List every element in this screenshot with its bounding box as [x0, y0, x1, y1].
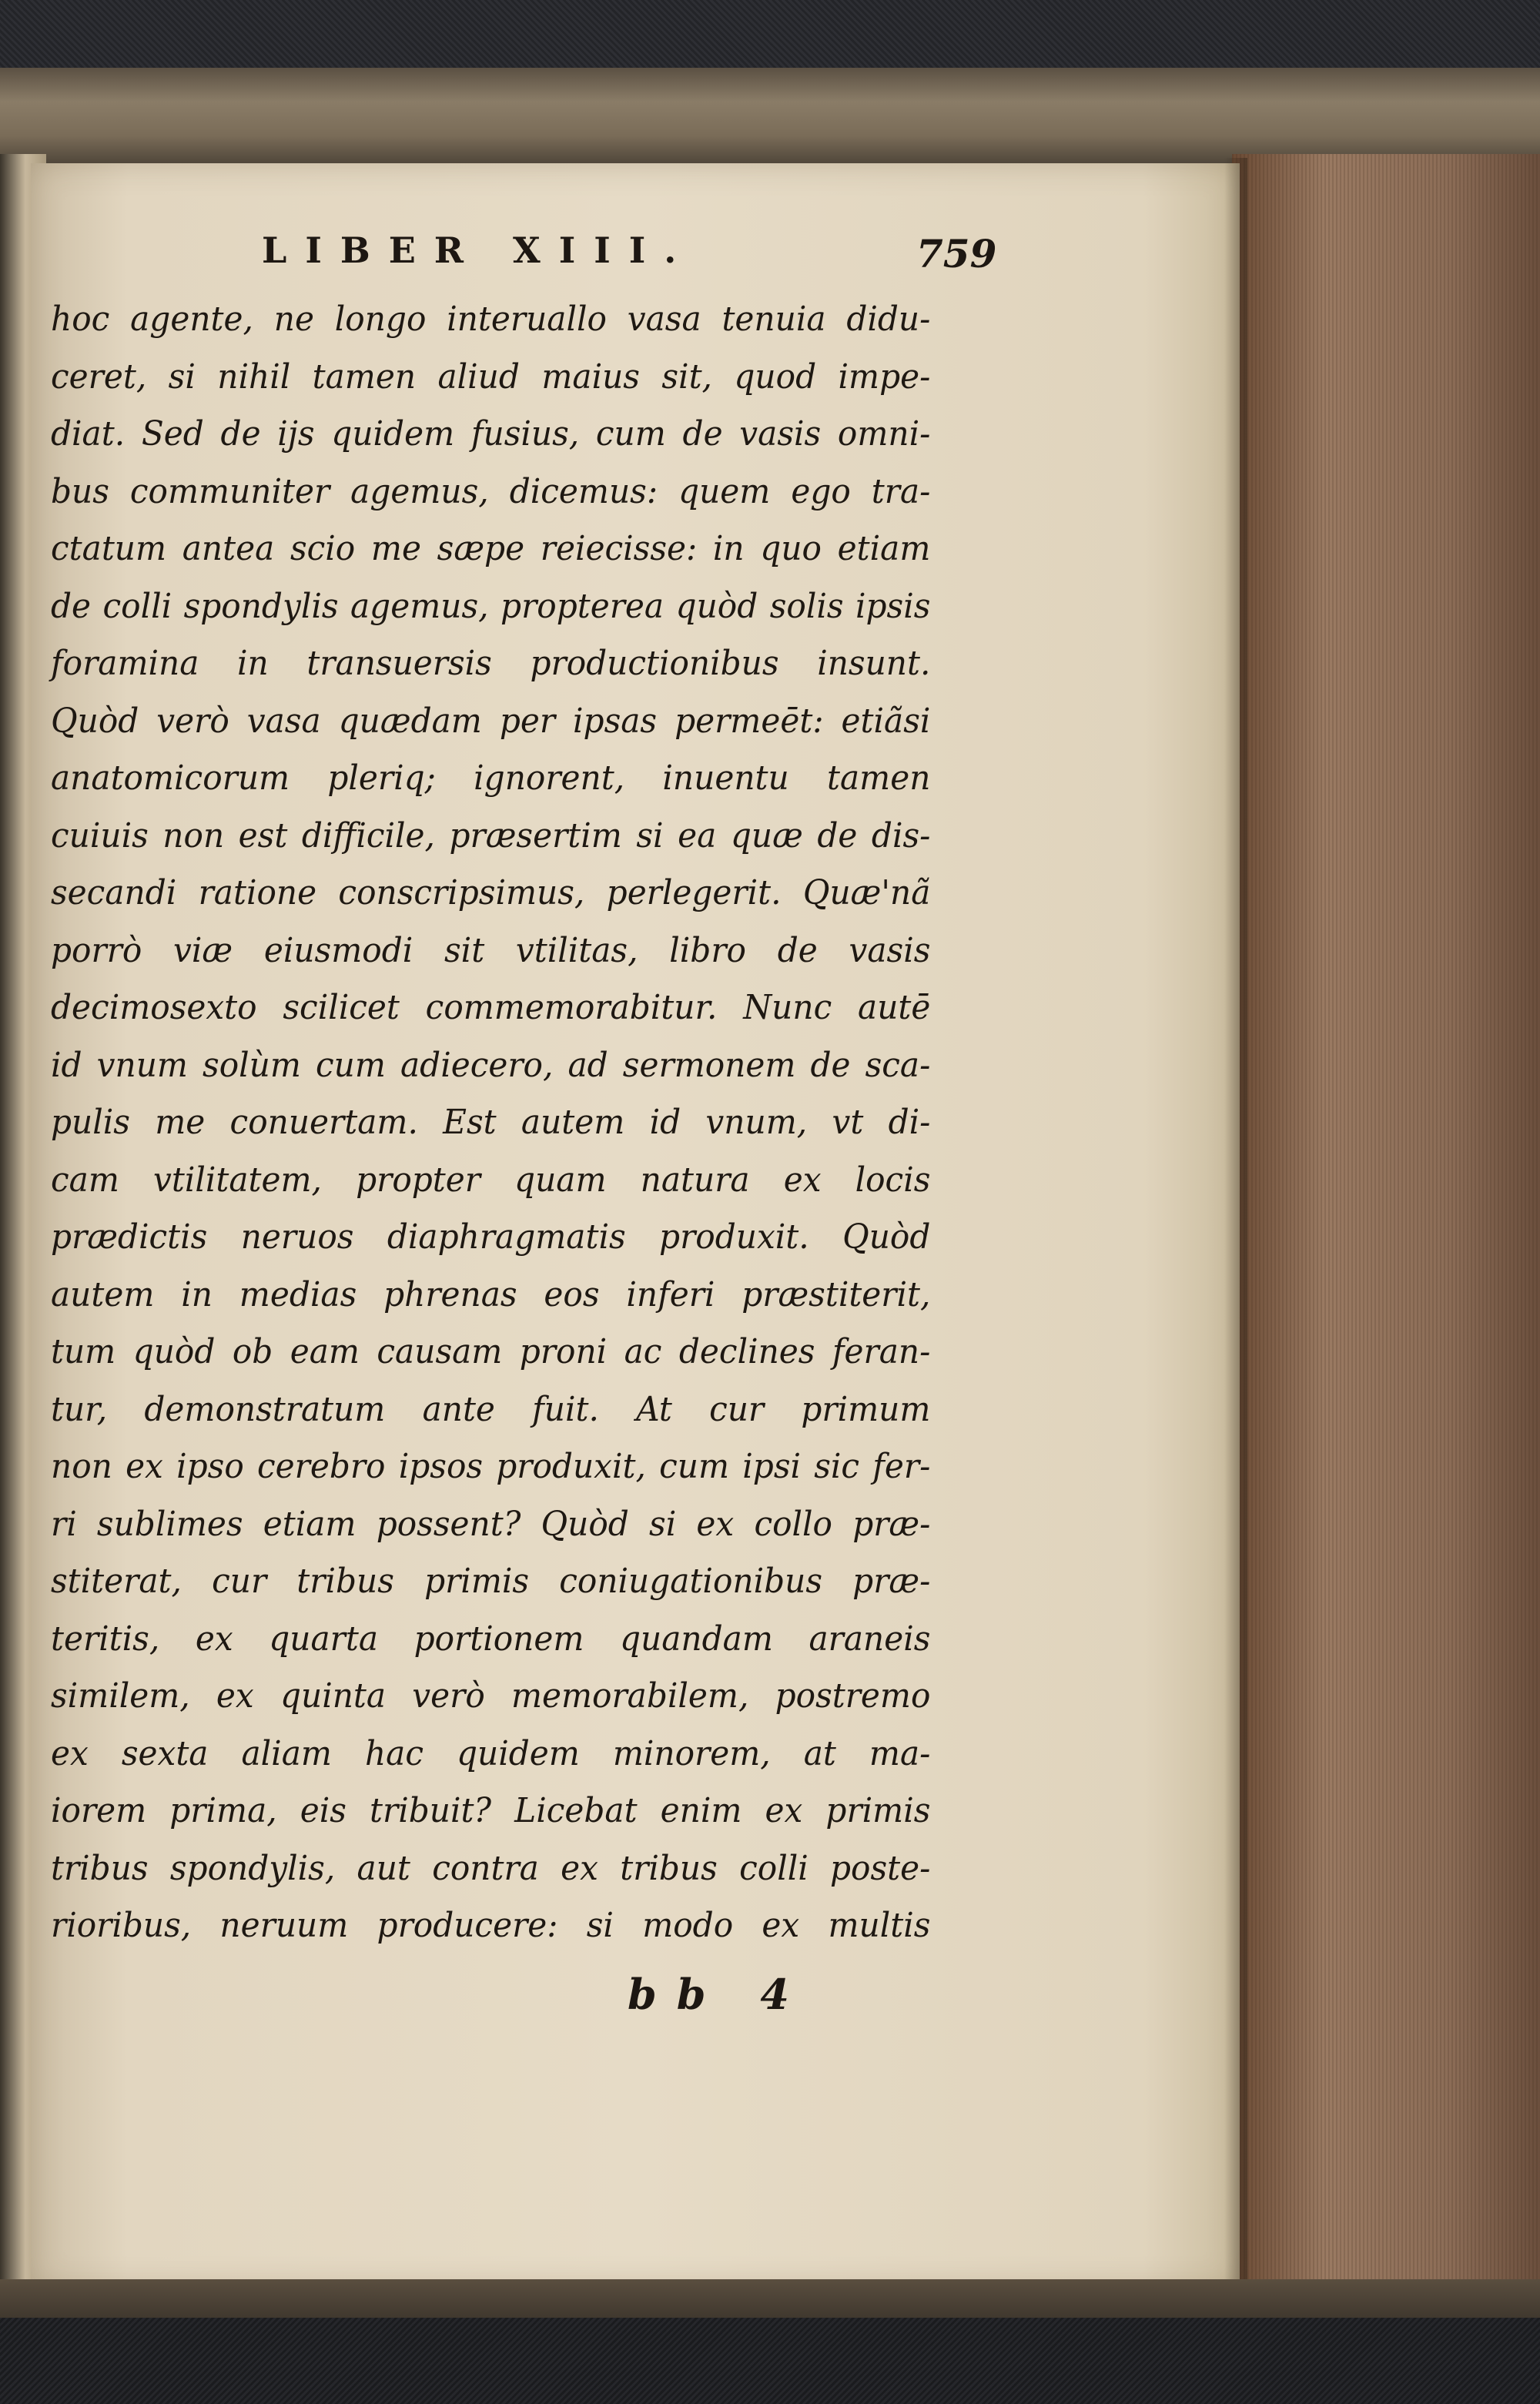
signature-mark: bb 4 [628, 1970, 809, 2019]
text-line: decimosexto scilicet commemorabitur. Nunc autē [51, 988, 931, 1027]
text-line: diat. Sed de ijs quidem fusius, cum de vasis omni- [51, 414, 931, 454]
text-line: bus communiter agemus, dicemus: quem ego tra- [51, 471, 931, 511]
text-line: id vnum solùm cum adiecero, ad sermonem de sca- [51, 1045, 931, 1085]
text-line: tur, demonstratum ante fuit. At cur primum [51, 1389, 931, 1429]
text-line: teritis, ex quarta portionem quandam araneis [51, 1619, 931, 1659]
book-fore-edge [1232, 154, 1540, 2295]
page-edge-shadow [1224, 158, 1247, 2291]
text-line: ex sexta aliam hac quidem minorem, at ma- [51, 1733, 931, 1773]
text-line: rioribus, neruum producere: si modo ex multis [51, 1906, 931, 1945]
text-line: similem, ex quinta verò memorabilem, postremo [51, 1676, 931, 1716]
text-line: anatomicorum pleriq; ignorent, inuentu tamen [51, 758, 931, 798]
background-cloth-bottom [0, 2318, 1540, 2404]
text-line: hoc agente, ne longo interuallo vasa tenuia didu- [51, 300, 931, 339]
text-line: tum quòd ob eam causam proni ac declines feran- [51, 1332, 931, 1371]
text-line: Quòd verò vasa quædam per ipsas permeēt: etiãsi [51, 701, 931, 741]
text-line: de colli spondylis agemus, propterea quòd solis ipsis [51, 586, 931, 626]
text-line: autem in medias phrenas eos inferi præstiterit, [51, 1274, 931, 1314]
text-line: porrò viæ eiusmodi sit vtilitas, libro de vasis [51, 930, 931, 970]
text-line: tribus spondylis, aut contra ex tribus colli poste- [51, 1848, 931, 1888]
text-line: prædictis neruos diaphragmatis produxit. Quòd [51, 1217, 931, 1257]
text-line: ctatum antea scio me sæpe reiecisse: in quo etiam [51, 529, 931, 568]
text-line: pulis me conuertam. Est autem id vnum, vt di- [51, 1103, 931, 1142]
text-line: stiterat, cur tribus primis coniugationibus præ- [51, 1562, 931, 1601]
body-text [51, 291, 967, 1955]
running-head: LIBER XIII. [262, 229, 695, 271]
page-number: 759 [916, 231, 997, 276]
text-line: foramina in transuersis productionibus insunt. [51, 644, 931, 683]
text-line: ceret, si nihil tamen aliud maius sit, quod impe- [51, 357, 931, 397]
text-line: cuiuis non est difficile, præsertim si ea quæ de dis- [51, 815, 931, 855]
text-line: ri sublimes etiam possent? Quòd si ex collo præ- [51, 1504, 931, 1544]
text-line: iorem prima, eis tribuit? Licebat enim ex primis [51, 1791, 931, 1830]
text-line: secandi ratione conscripsimus, perlegerit. Quæ'nã [51, 873, 931, 912]
book-binding-head [0, 68, 1540, 165]
text-line: non ex ipso cerebro ipsos produxit, cum ipsi sic fer- [51, 1447, 931, 1486]
text-line: cam vtilitatem, propter quam natura ex locis [51, 1160, 931, 1200]
